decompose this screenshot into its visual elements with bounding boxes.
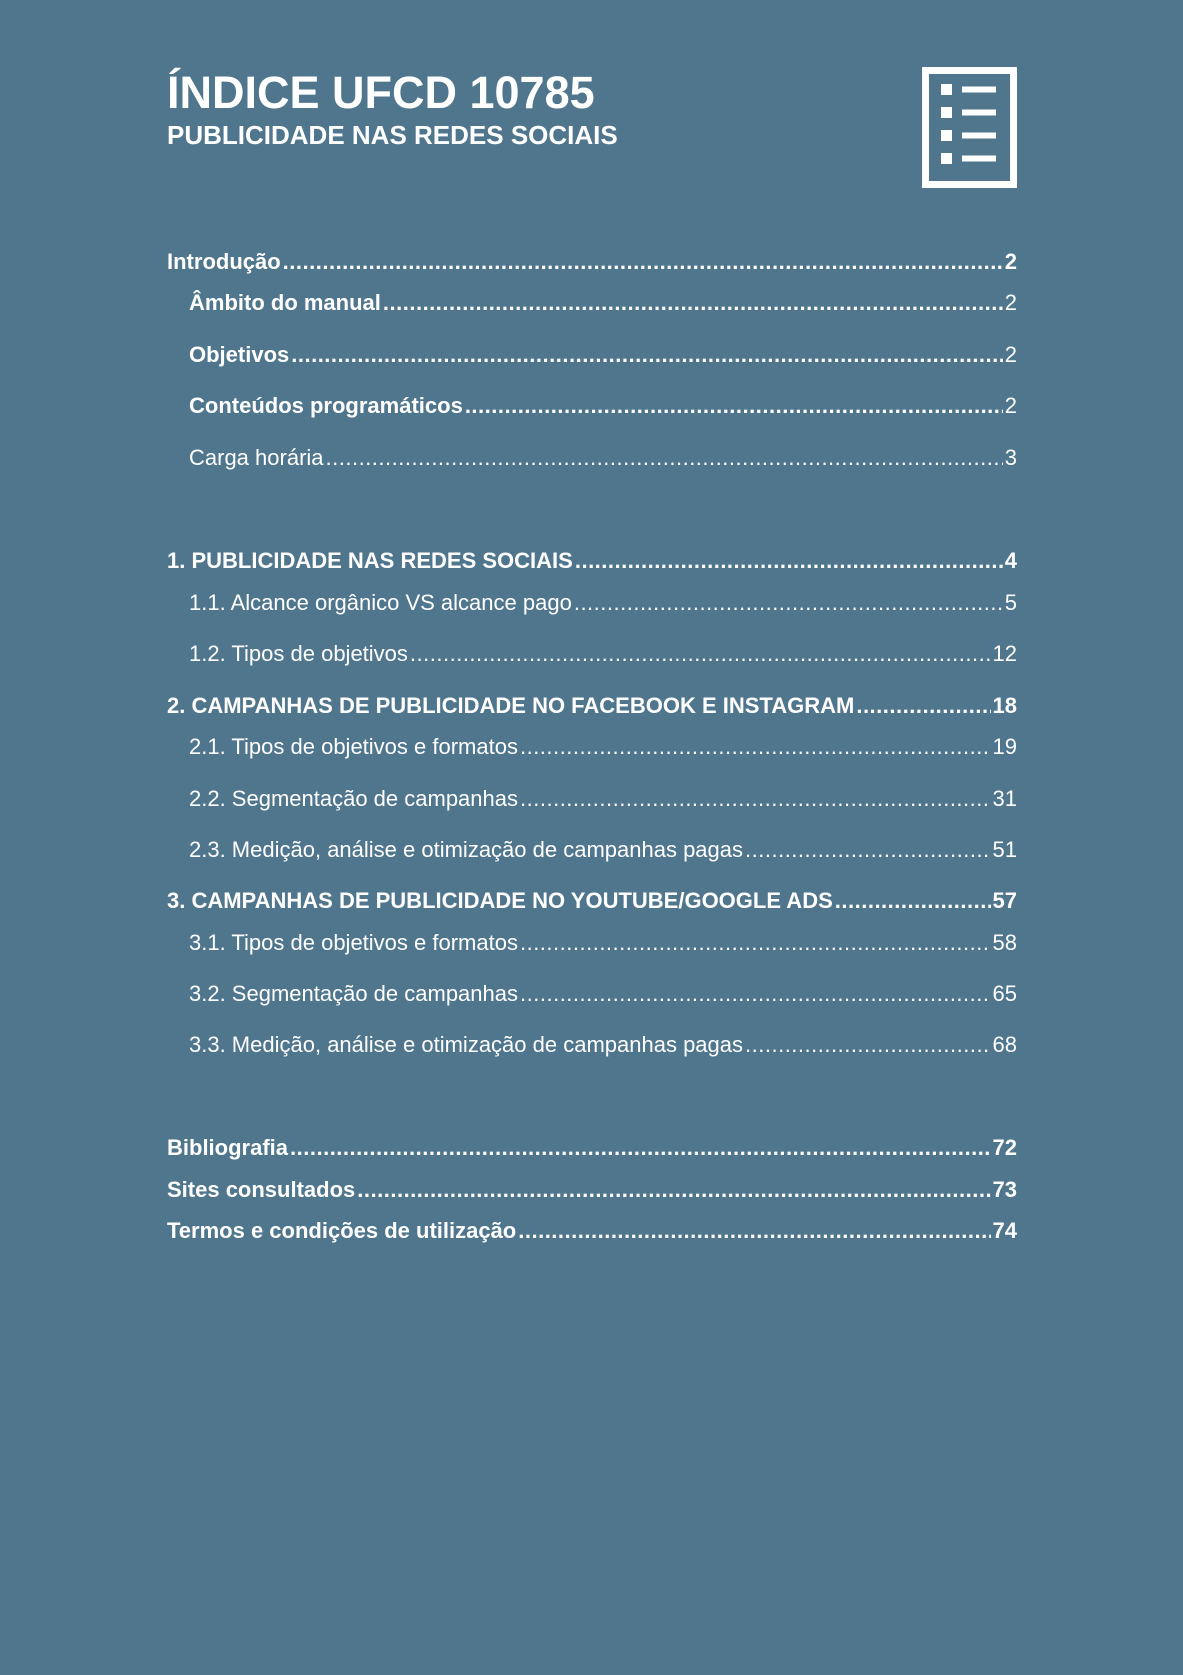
toc-entry-label: Âmbito do manual: [189, 290, 381, 315]
toc-entry-label: Bibliografia: [167, 1135, 289, 1160]
toc-entry-carga-horaria[interactable]: [189, 444, 1017, 472]
toc-entry-label: Termos e condições de utilização: [167, 1218, 517, 1243]
toc-leader-dots: [383, 289, 1003, 317]
toc-entry-page: 3: [1004, 445, 1017, 470]
toc-entry-label: 1.2. Tipos de objetivos: [189, 641, 408, 666]
toc-entry-page: 2: [1004, 290, 1017, 315]
toc-leader-dots: [856, 692, 990, 720]
toc-leader-dots: [574, 589, 1003, 617]
toc-entry-3-1[interactable]: [189, 929, 1017, 957]
toc-entry-2-2[interactable]: [189, 785, 1017, 813]
toc-entry-label: 3.3. Medição, análise e otimização de campanhas pagas: [189, 1032, 744, 1057]
toc-leader-dots: [291, 341, 1003, 369]
toc-entry-page: 2: [1004, 342, 1017, 367]
toc-chapter-1[interactable]: [167, 547, 1017, 575]
toc-entry-label: Conteúdos programáticos: [189, 393, 463, 418]
toc-entry-label: Introdução: [167, 249, 281, 274]
toc-leader-dots: [520, 929, 991, 957]
toc-entry-label: Carga horária: [189, 445, 324, 470]
toc-entry-ambito[interactable]: [189, 289, 1017, 317]
toc-leader-dots: [520, 733, 991, 761]
toc-entry-page: 73: [992, 1177, 1017, 1202]
toc-entry-2-3[interactable]: [189, 836, 1017, 864]
toc-entry-page: 68: [992, 1032, 1017, 1057]
toc-entry-3-2[interactable]: [189, 980, 1017, 1008]
toc-entry-page: 72: [992, 1135, 1017, 1160]
toc-leader-dots: [745, 836, 991, 864]
toc-entry-label: 1.1. Alcance orgânico VS alcance pago: [189, 590, 572, 615]
page-title: ÍNDICE UFCD 10785: [167, 67, 595, 118]
toc-entry-1-2[interactable]: [189, 640, 1017, 668]
toc-entry-page: 58: [992, 930, 1017, 955]
toc-entry-label: Sites consultados: [167, 1177, 356, 1202]
toc-entry-page: 51: [992, 837, 1017, 862]
toc-entry-1-1[interactable]: [189, 589, 1017, 617]
toc-entry-label: 3.2. Segmentação de campanhas: [189, 981, 519, 1006]
toc-entry-label: 2. CAMPANHAS DE PUBLICIDADE NO FACEBOOK E INSTAGRAM: [167, 693, 855, 718]
toc-entry-page: 5: [1004, 590, 1017, 615]
toc-leader-dots: [283, 248, 1003, 276]
toc-leader-dots: [326, 444, 1003, 472]
toc-entry-conteudos[interactable]: [189, 392, 1017, 420]
toc-leader-dots: [575, 547, 1003, 575]
toc-leader-dots: [410, 640, 991, 668]
toc-leader-dots: [835, 887, 991, 915]
toc-leader-dots: [745, 1031, 991, 1059]
toc-leader-dots: [520, 785, 991, 813]
toc-entry-label: Objetivos: [189, 342, 290, 367]
toc-chapter-3[interactable]: [167, 887, 1017, 915]
header: [167, 66, 1017, 150]
toc-entry-sites-consultados[interactable]: [167, 1176, 1017, 1204]
toc-entry-objetivos[interactable]: [189, 341, 1017, 369]
toc-chapter-2[interactable]: [167, 692, 1017, 720]
toc-entry-termos[interactable]: [167, 1217, 1017, 1245]
toc-entry-bibliografia[interactable]: [167, 1134, 1017, 1162]
toc-entry-page: 19: [992, 734, 1017, 759]
toc-entry-label: 2.1. Tipos de objetivos e formatos: [189, 734, 518, 759]
toc-entry-3-3[interactable]: [189, 1031, 1017, 1059]
toc-entry-introducao[interactable]: [167, 248, 1017, 276]
document-list-icon: [922, 67, 1017, 188]
toc-leader-dots: [290, 1134, 991, 1162]
toc-entry-page: 12: [992, 641, 1017, 666]
toc-entry-page: 31: [992, 786, 1017, 811]
toc-entry-page: 18: [992, 693, 1017, 718]
toc-leader-dots: [465, 392, 1003, 420]
toc-leader-dots: [520, 980, 991, 1008]
toc-entry-page: 57: [992, 888, 1017, 913]
toc-entry-label: 2.2. Segmentação de campanhas: [189, 786, 519, 811]
toc-entry-label: 1. PUBLICIDADE NAS REDES SOCIAIS: [167, 548, 573, 573]
toc-entry-label: 2.3. Medição, análise e otimização de campanhas pagas: [189, 837, 744, 862]
toc-entry-page: 65: [992, 981, 1017, 1006]
toc-entry-page: 2: [1004, 393, 1017, 418]
toc-entry-page: 74: [992, 1218, 1017, 1243]
toc-entry-label: 3. CAMPANHAS DE PUBLICIDADE NO YOUTUBE/GOOGLE ADS: [167, 888, 833, 913]
toc-entry-page: 2: [1004, 249, 1017, 274]
page-subtitle: PUBLICIDADE NAS REDES SOCIAIS: [167, 120, 618, 150]
toc-entry-page: 4: [1004, 548, 1017, 573]
toc-entry-label: 3.1. Tipos de objetivos e formatos: [189, 930, 518, 955]
toc-leader-dots: [518, 1217, 990, 1245]
toc-entry-2-1[interactable]: [189, 733, 1017, 761]
toc-leader-dots: [357, 1176, 990, 1204]
